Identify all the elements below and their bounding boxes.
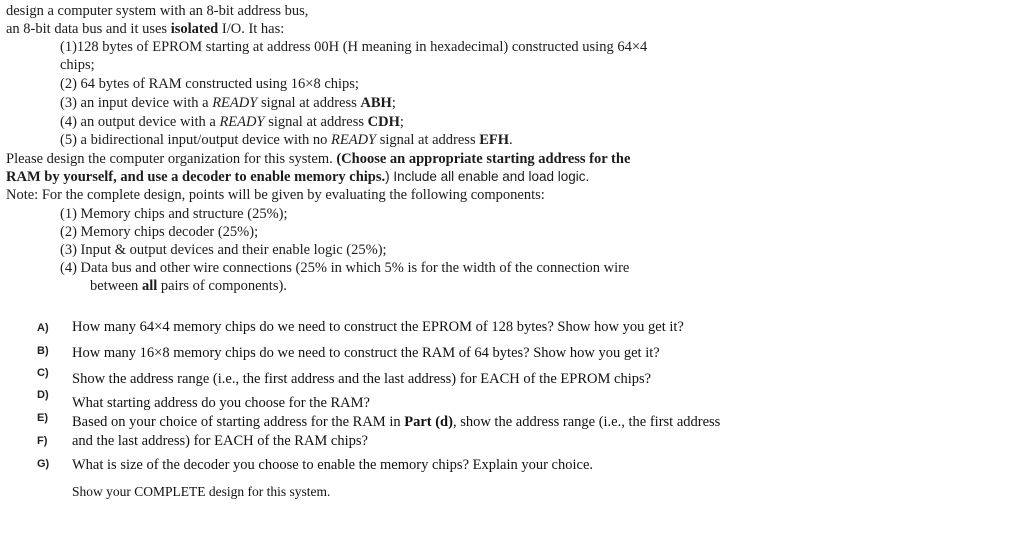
note-line: Note: For the complete design, points will be given by evaluating the following components:: [6, 187, 545, 203]
please-line-2: RAM by yourself, and use a decoder to enable memory chips.) Include all enable and load logic.: [6, 169, 590, 185]
question-label-g: G): [37, 458, 50, 470]
question-b: How many 16×8 memory chips do we need to construct the RAM of 64 bytes? Show how you get it?: [72, 345, 660, 361]
question-c: Show the address range (i.e., the first address and the last address) for EACH of the EPROM chips?: [72, 371, 652, 387]
component-1: (1) Memory chips and structure (25%);: [60, 206, 288, 222]
component-4-cont: between all pairs of components).: [90, 278, 287, 294]
question-f: and the last address) for EACH of the RAM chips?: [72, 433, 368, 449]
item-ram: (2) 64 bytes of RAM constructed using 16×8 chips;: [60, 76, 359, 92]
question-label-d: D): [37, 389, 49, 401]
question-label-f: F): [37, 435, 48, 447]
closing-instruction: Show your COMPLETE design for this system.: [72, 484, 331, 499]
item-eprom-cont: chips;: [60, 57, 95, 73]
question-a: How many 64×4 memory chips do we need to construct the EPROM of 128 bytes? Show how you get it?: [72, 319, 684, 335]
item-io-device: (5) a bidirectional input/output device with no READY signal at address EFH.: [60, 132, 513, 148]
component-4: (4) Data bus and other wire connections (25% in which 5% is for the width of the connection wire: [60, 260, 630, 276]
question-label-a: A): [37, 322, 49, 334]
intro-line-2: an 8-bit data bus and it uses isolated I/O. It has:: [6, 21, 285, 37]
intro-line-1: design a computer system with an 8-bit address bus,: [6, 3, 309, 19]
item-input-device: (3) an input device with a READY signal at address ABH;: [60, 95, 396, 111]
question-label-e: E): [37, 412, 48, 424]
question-label-b: B): [37, 345, 49, 357]
question-label-c: C): [37, 367, 49, 379]
component-3: (3) Input & output devices and their enable logic (25%);: [60, 242, 387, 258]
item-eprom: (1)128 bytes of EPROM starting at address 00H (H meaning in hexadecimal) constructed using 64×4: [60, 39, 648, 55]
please-line-1: Please design the computer organization for this system. (Choose an appropriate starting address for the: [6, 151, 631, 167]
question-e: Based on your choice of starting address for the RAM in Part (d), show the address range (i.e., the first address: [72, 414, 721, 430]
question-d: What starting address do you choose for the RAM?: [72, 395, 370, 411]
question-g: What is size of the decoder you choose to enable the memory chips? Explain your choice.: [72, 457, 594, 473]
item-output-device: (4) an output device with a READY signal at address CDH;: [60, 114, 404, 130]
component-2: (2) Memory chips decoder (25%);: [60, 224, 259, 240]
